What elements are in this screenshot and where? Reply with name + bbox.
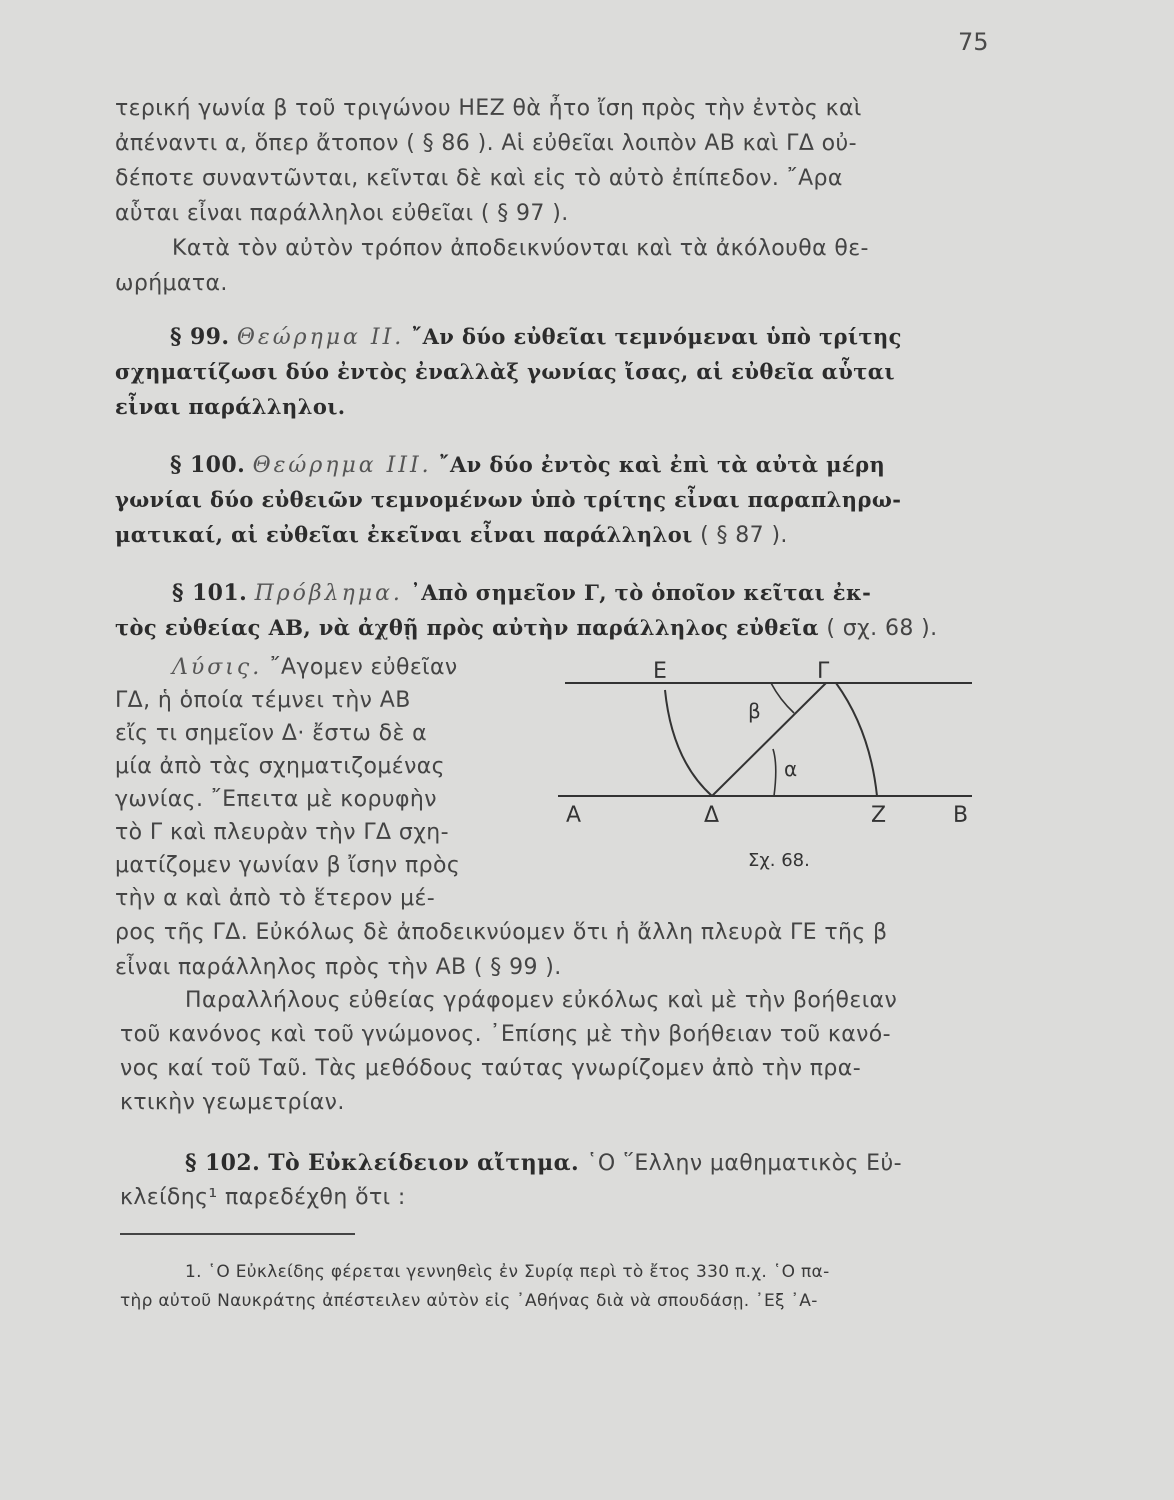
- section-number: § 100.: [170, 452, 246, 478]
- label-beta: β: [748, 699, 761, 723]
- section-number: § 99.: [170, 324, 230, 350]
- label-Z: Ζ: [871, 803, 887, 828]
- angle-beta-arc: [771, 683, 794, 713]
- problem-text: ᾿Απὸ σημεῖον Γ, τὸ ὁποῖον κεῖται ἐκ-: [410, 580, 872, 605]
- body-line: αὗται εἶναι παράλληλοι εὐθεῖαι ( § 97 ).: [115, 201, 569, 226]
- page-number: 75: [958, 28, 989, 56]
- solution-line: εἴς τι σημεῖον Δ· ἔστω δὲ α: [115, 721, 428, 746]
- solution-line: τὸ Γ καὶ πλευρὰν τὴν ΓΔ σχη-: [115, 820, 449, 845]
- footnote-line: 1. ῾Ο Εὐκλείδης φέρεται γεννηθεὶς ἐν Συρίᾳ περὶ τὸ ἔτος 330 π.χ. ῾Ο πα-: [185, 1262, 830, 1282]
- section-number: § 101.: [172, 580, 248, 606]
- solution-text: ῎Αγομεν εὐθεῖαν: [269, 655, 458, 680]
- theorem-line: γωνίαι δύο εὐθειῶν τεμνομένων ὑπὸ τρίτης εἶναι παραπληρω-: [115, 487, 902, 512]
- solution-line: ΓΔ, ἡ ὁποία τέμνει τὴν ΑΒ: [115, 688, 411, 713]
- arc-left: [665, 690, 712, 796]
- label-G: Γ: [817, 659, 830, 684]
- label-D: Δ: [704, 803, 720, 828]
- theorem-99: [170, 324, 902, 350]
- body-line: κτικὴν γεωμετρίαν.: [120, 1090, 345, 1115]
- figure-68: [540, 650, 980, 875]
- footnote-rule: [120, 1233, 355, 1235]
- solution-line: [172, 655, 458, 680]
- label-B: Β: [953, 803, 969, 828]
- section-title: Θεώρημα II.: [236, 325, 405, 350]
- figure-ref: ( σχ. 68 ).: [826, 616, 938, 641]
- theorem-line: σχηματίζωσι δύο ἐντὸς ἐναλλὰξ γωνίας ἴσας, αἱ εὐθεῖα αὗται: [115, 359, 895, 384]
- theorem-text: ῎Αν δύο εὐθεῖαι τεμνόμεναι ὑπὸ τρίτης: [411, 324, 902, 349]
- section-text: ῾Ο ῞Ελλην μαθηματικὸς Εὐ-: [586, 1151, 902, 1176]
- problem-101: [172, 580, 871, 606]
- problem-text: τὸς εὐθείας ΑΒ, νὰ ἀχθῇ πρὸς αὐτὴν παράλληλος εὐθεῖα: [115, 615, 819, 640]
- line-GD: [712, 683, 826, 796]
- arc-right: [836, 683, 877, 796]
- label-alpha: α: [784, 757, 798, 781]
- solution-line: τὴν α καὶ ἀπὸ τὸ ἕτερον μέ-: [115, 886, 436, 911]
- body-line: τερική γωνία β τοῦ τριγώνου ΗΕΖ θὰ ἦτο ἴση πρὸς τὴν ἐντὸς καὶ: [115, 96, 862, 121]
- label-A: Α: [566, 803, 582, 828]
- body-line: τοῦ κανόνος καὶ τοῦ γνώμονος. ᾿Επίσης μὲ τὴν βοήθειαν τοῦ κανό-: [120, 1022, 892, 1047]
- section-title: Πρόβλημα.: [254, 581, 403, 606]
- section-ref: ( § 87 ).: [700, 523, 788, 548]
- theorem-100: [170, 452, 885, 478]
- footnote-line: τὴρ αὐτοῦ Ναυκράτης ἀπέστειλεν αὐτὸν εἰς ᾿Αθήνας διὰ νὰ σπουδάσῃ. ᾿Εξ ᾿Α-: [120, 1291, 818, 1311]
- theorem-line: [115, 522, 788, 548]
- solution-line: ρος τῆς ΓΔ. Εὐκόλως δὲ ἀποδεικνύομεν ὅτι ἡ ἄλλη πλευρὰ ΓΕ τῆς β: [115, 920, 888, 945]
- theorem-line: εἶναι παράλληλοι.: [115, 394, 346, 419]
- solution-line: μία ἀπὸ τὰς σχηματιζομένας: [115, 754, 445, 779]
- body-line: νος καί τοῦ Ταῦ. Τὰς μεθόδους ταύτας γνωρίζομεν ἀπὸ τὴν πρα-: [120, 1056, 862, 1081]
- label-E: Ε: [653, 659, 667, 684]
- solution-label: Λύσις.: [172, 655, 263, 680]
- solution-line: εἶναι παράλληλος πρὸς τὴν ΑΒ ( § 99 ).: [115, 955, 562, 980]
- figure-caption: Σχ. 68.: [748, 850, 810, 871]
- body-line: δέποτε συναντῶνται, κεῖνται δὲ καὶ εἰς τὸ αὐτὸ ἐπίπεδον. ῎Αρα: [115, 166, 843, 191]
- problem-line: [115, 615, 938, 641]
- theorem-text: ῎Αν δύο ἐντὸς καὶ ἐπὶ τὰ αὐτὰ μέρη: [439, 452, 886, 477]
- section-title: Θεώρημα III.: [252, 453, 432, 478]
- body-line: ωρήματα.: [115, 271, 228, 296]
- solution-line: ματίζομεν γωνίαν β ἴσην πρὸς: [115, 853, 461, 878]
- body-line: κλείδης¹ παρεδέχθη ὅτι :: [120, 1185, 406, 1210]
- body-line: ἀπέναντι α, ὅπερ ἄτοπον ( § 86 ). Αἱ εὐθεῖαι λοιπὸν ΑΒ καὶ ΓΔ οὐ-: [115, 131, 857, 156]
- section-102: [185, 1150, 902, 1176]
- section-heading: § 102. Τὸ Εὐκλείδειον αἴτημα.: [185, 1150, 580, 1176]
- body-line: Παραλλήλους εὐθείας γράφομεν εὐκόλως καὶ μὲ τὴν βοήθειαν: [185, 988, 898, 1013]
- body-line: Κατὰ τὸν αὐτὸν τρόπον ἀποδεικνύονται καὶ τὰ ἀκόλουθα θε-: [172, 236, 869, 261]
- angle-alpha-arc: [773, 749, 776, 796]
- theorem-text: ματικαί, αἱ εὐθεῖαι ἐκεῖναι εἶναι παράλληλοι: [115, 522, 693, 547]
- solution-line: γωνίας. ῎Επειτα μὲ κορυφὴν: [115, 787, 437, 812]
